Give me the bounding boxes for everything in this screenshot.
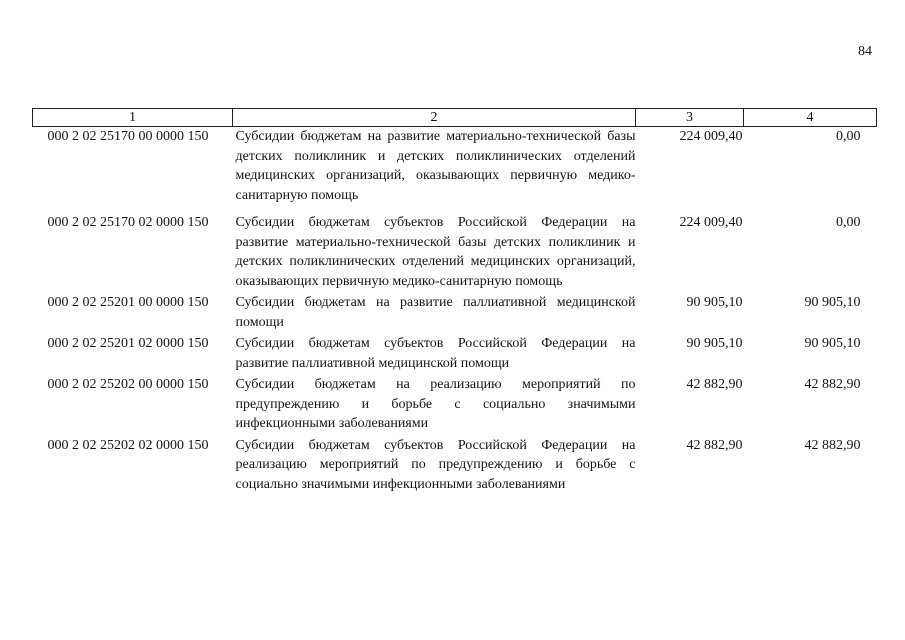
description: Субсидии бюджетам на развитие паллиативной медицинской помощи: [235, 295, 636, 330]
amount-col4: 42 882,90: [804, 377, 861, 392]
budget-code: 000 2 02 25202 00 0000 150: [47, 377, 209, 392]
table-row: [33, 127, 877, 214]
amount-col3: 224 009,40: [679, 129, 743, 144]
header-col-1: 1: [33, 109, 233, 127]
description: Субсидии бюджетам субъектов Российской Федерации на реализацию мероприятий по предупреждению и борьбе с социально значимыми инфекционными заболеваниями: [235, 437, 636, 492]
header-row: [33, 109, 877, 127]
budget-code: 000 2 02 25202 02 0000 150: [47, 437, 209, 453]
page-number: 84: [858, 44, 872, 59]
table-row: [33, 436, 877, 495]
amount-col3: 42 882,90: [686, 377, 743, 392]
header-col-2: 2: [233, 109, 636, 127]
amount-col4: 0,00: [836, 215, 861, 230]
table-row: [33, 334, 877, 375]
table-body: [33, 127, 877, 495]
budget-code: 000 2 02 25201 02 0000 150: [47, 336, 209, 351]
description: Субсидии бюджетам субъектов Российской Федерации на развитие паллиативной медицинской помощи: [235, 336, 636, 371]
amount-col3: 224 009,40: [679, 215, 743, 230]
description: Субсидии бюджетам субъектов Российской Федерации на развитие материально-технической базы детских поликлиник и детских поликлинических отделений медицинских организаций, оказывающих первичную медико-санитарную помощь: [235, 215, 636, 289]
amount-col4: 42 882,90: [804, 437, 861, 453]
table-row: [33, 213, 877, 293]
budget-code: 000 2 02 25201 00 0000 150: [47, 295, 209, 310]
header-col-3: 3: [636, 109, 744, 127]
table-header: [33, 109, 877, 127]
amount-col3: 90 905,10: [686, 295, 743, 310]
header-col-4: 4: [744, 109, 877, 127]
description: Субсидии бюджетам на развитие материально-технической базы детских поликлиник и детских поликлинических отделений медицинских организаций, оказывающих первичную медико-санитарную помощь: [235, 129, 636, 203]
amount-col4: 90 905,10: [804, 336, 861, 351]
amount-col3: 42 882,90: [686, 437, 743, 453]
table-row: [33, 293, 877, 334]
description: Субсидии бюджетам на реализацию мероприятий по предупреждению и борьбе с социально значимыми инфекционными заболеваниями: [235, 377, 636, 431]
amount-col3: 90 905,10: [686, 336, 743, 351]
amount-col4: 0,00: [836, 129, 861, 144]
table-row: [33, 375, 877, 436]
budget-code: 000 2 02 25170 00 0000 150: [47, 129, 209, 144]
budget-code: 000 2 02 25170 02 0000 150: [47, 215, 209, 230]
amount-col4: 90 905,10: [804, 295, 861, 310]
budget-table: [32, 108, 877, 494]
